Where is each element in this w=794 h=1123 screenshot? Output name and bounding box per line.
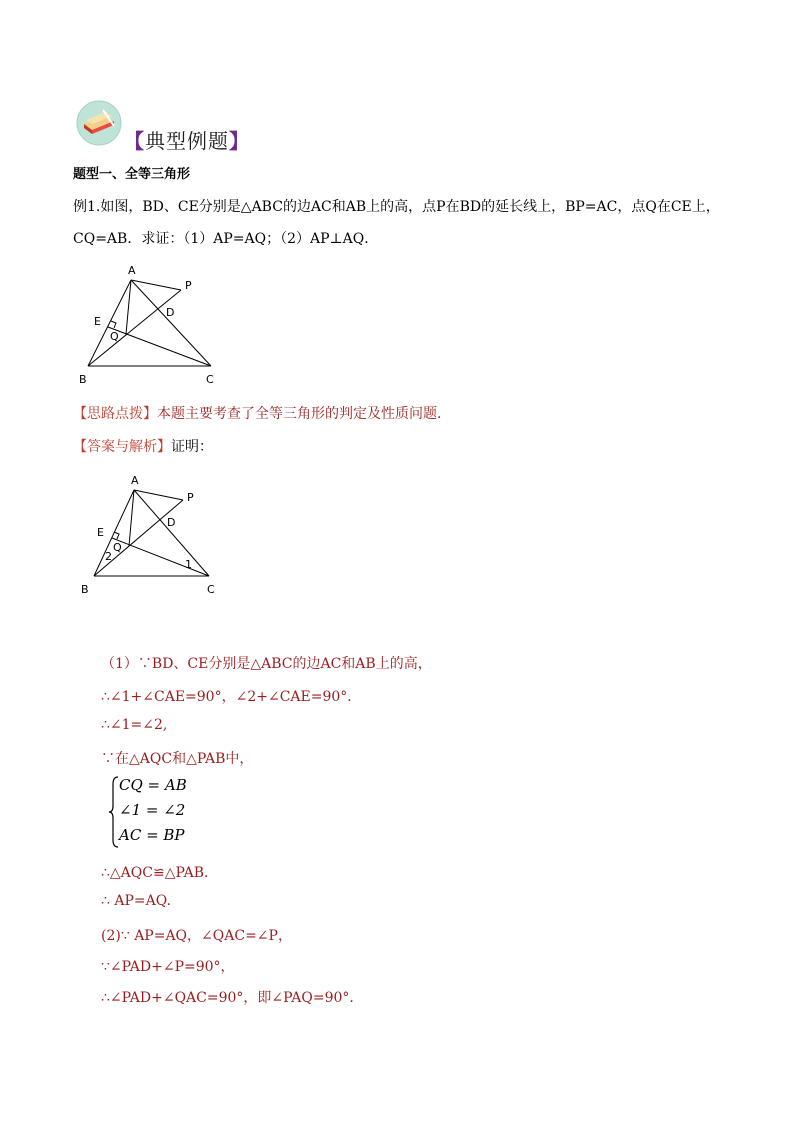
solution-step-9: ∴∠PAD+∠QAC=90°，即∠PAQ=90°．: [101, 990, 364, 1006]
fig2-label-q: Q: [113, 541, 122, 554]
answer-line: [73, 436, 213, 456]
fig1-label-d: D: [166, 306, 175, 319]
hint-text: 本题主要考查了全等三角形的判定及性质问题．: [157, 406, 451, 422]
fig2-label-2: 2: [105, 550, 112, 563]
hint-tag: 【思路点拨】: [73, 406, 157, 422]
fig2-label-e: E: [97, 526, 104, 539]
fig1-label-a: A: [128, 264, 136, 277]
solution-step-3: ∴∠1=∠2,: [101, 717, 168, 733]
solution-step-8: ∵∠PAD+∠P=90°，: [101, 959, 235, 975]
fig1-label-e: E: [94, 315, 101, 328]
heading-bracket-open: 【: [124, 129, 145, 153]
solution-step-1: （1）∵BD、CE分别是△ABC的边AC和AB上的高，: [101, 656, 432, 672]
fig1-label-c: C: [206, 373, 214, 386]
fig2-label-1: 1: [185, 558, 192, 571]
answer-text: 证明：: [171, 439, 213, 455]
solution-step-6: ∴ AP=AQ.: [101, 893, 171, 909]
problem-line-1: 例1.如图，BD、CE分别是△ABC的边AC和AB上的高，点P在BD的延长线上，BP=AC，点Q在CE上，: [73, 199, 720, 215]
solution-step-5: ∴△AQC≌△PAB．: [101, 865, 219, 881]
solution-step-4: ∵在△AQC和△PAB中，: [101, 751, 254, 767]
left-brace-icon: [109, 776, 119, 848]
figure-2: [75, 470, 235, 605]
fig2-label-c: C: [207, 583, 215, 596]
answer-tag: 【答案与解析】: [73, 439, 171, 455]
fig2-label-d: D: [167, 516, 176, 529]
fig2-label-b: B: [81, 583, 89, 596]
solution-step-2: ∴∠1+∠CAE=90°，∠2+∠CAE=90°．: [101, 689, 362, 705]
fig1-label-b: B: [79, 373, 87, 386]
hint-line: [73, 403, 451, 423]
fig2-label-p: P: [187, 491, 194, 504]
section-heading: [124, 125, 250, 154]
fig1-label-p: P: [185, 279, 192, 292]
book-icon: [76, 100, 122, 146]
system-row-2: ∠1 = ∠2: [119, 801, 186, 819]
section-title: 题型一、全等三角形: [73, 167, 191, 182]
system-row-1: CQ = AB: [119, 776, 187, 794]
heading-title: 典型例题: [145, 129, 229, 153]
fig1-label-q: Q: [110, 330, 119, 343]
figure-1: [70, 260, 230, 390]
equation-system: [109, 776, 219, 846]
problem-line-2: CQ=AB．求证：（1）AP=AQ；（2）AP⊥AQ．: [73, 231, 379, 247]
solution-step-7: (2)∵ AP=AQ，∠QAC=∠P，: [101, 928, 292, 944]
fig2-label-a: A: [131, 474, 139, 487]
heading-bracket-close: 】: [229, 129, 250, 153]
system-row-3: AC = BP: [119, 826, 185, 844]
